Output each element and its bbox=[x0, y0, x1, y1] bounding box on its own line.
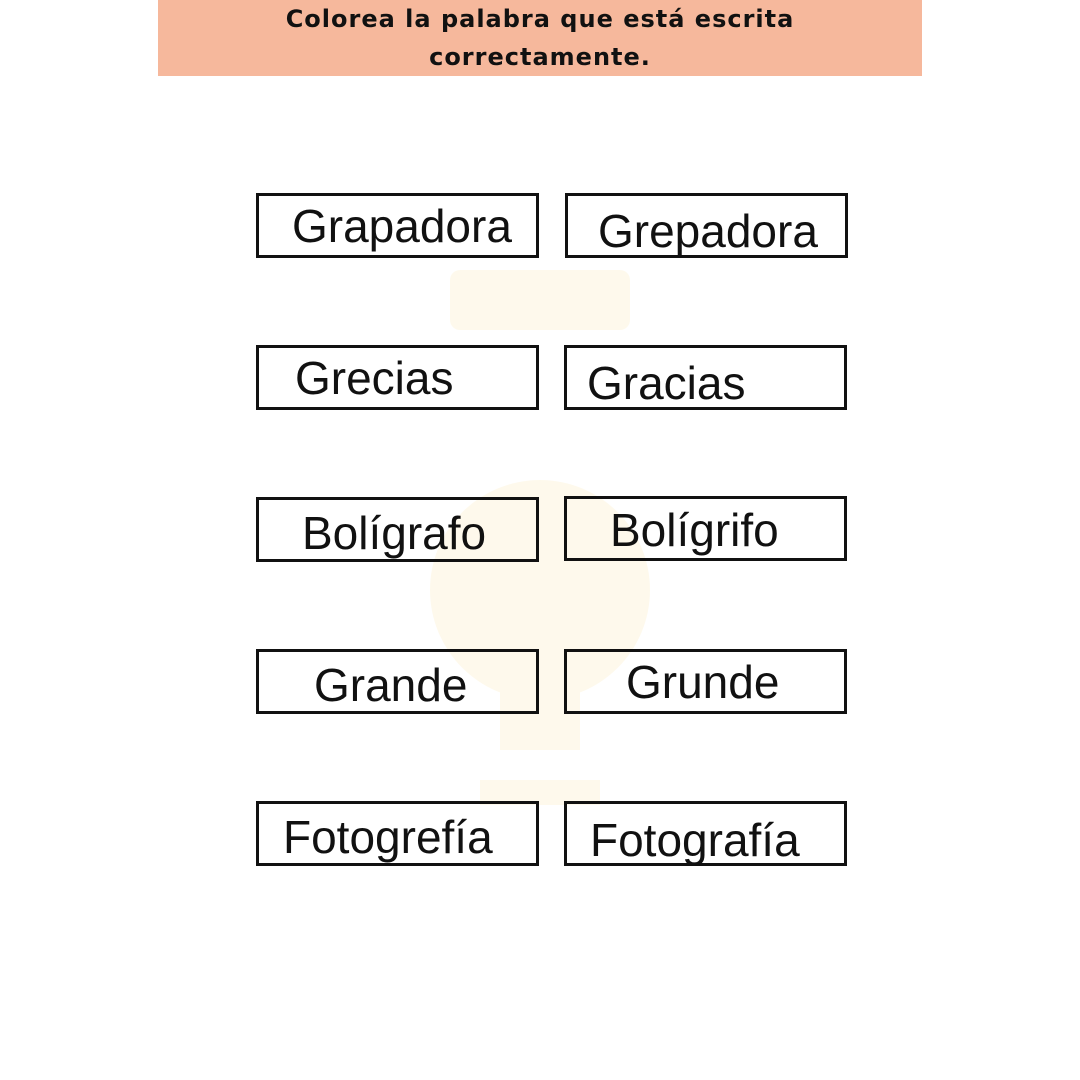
word-option-grepadora[interactable]: Grepadora bbox=[598, 205, 818, 257]
word-option-gracias[interactable]: Gracias bbox=[587, 357, 746, 409]
word-option-grunde[interactable]: Grunde bbox=[626, 656, 780, 708]
word-option-grapadora[interactable]: Grapadora bbox=[292, 200, 512, 252]
word-option-grande[interactable]: Grande bbox=[314, 659, 468, 711]
word-option-grecias[interactable]: Grecias bbox=[295, 352, 454, 404]
word-option-boligrafo[interactable]: Bolígrafo bbox=[302, 507, 487, 559]
word-option-fotografia[interactable]: Fotografía bbox=[590, 814, 800, 866]
instruction-text: Colorea la palabra que está escrita correctamente. bbox=[285, 5, 795, 71]
word-option-fotogrefia[interactable]: Fotogrefía bbox=[283, 811, 493, 863]
instruction-banner bbox=[158, 0, 922, 76]
word-option-boligrifo[interactable]: Bolígrifo bbox=[610, 504, 779, 556]
